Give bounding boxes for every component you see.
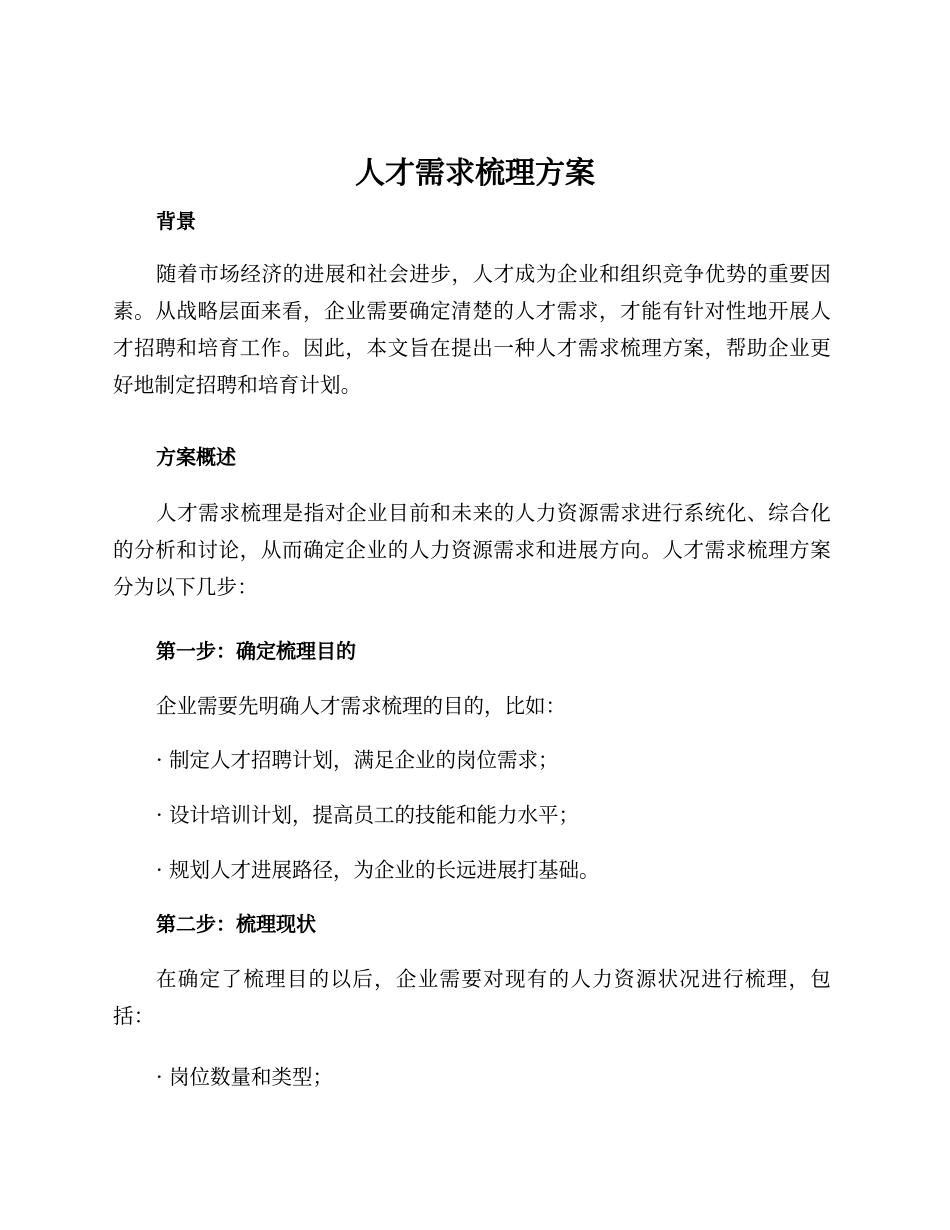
section-heading-step2: 第二步：梳理现状 — [156, 912, 316, 936]
section-heading-overview: 方案概述 — [156, 445, 236, 469]
document-title: 人才需求梳理方案 — [355, 156, 595, 191]
list-item: · 岗位数量和类型； — [156, 1065, 334, 1089]
list-item: · 设计培训计划，提高员工的技能和能力水平； — [156, 803, 580, 827]
paragraph-step2: 在确定了梳理目的以后，企业需要对现有的人力资源状况进行梳理，包括： — [113, 967, 831, 1028]
list-item: · 制定人才招聘计划，满足企业的岗位需求； — [156, 748, 559, 772]
section-heading-step1: 第一步：确定梳理目的 — [156, 639, 356, 663]
step1-intro-text: 企业需要先明确人才需求梳理的目的，比如： — [156, 694, 566, 718]
paragraph-background: 随着市场经济的进展和社会进步，人才成为企业和组织竞争优势的重要因素。从战略层面来看，企业需要确定清楚的人才需求，才能有针对性地开展人才招聘和培育工作。因此，本文旨在提出一种人才需求梳理方案，帮助企业更好地制定招聘和培育计划。 — [113, 262, 831, 397]
section-heading-background: 背景 — [156, 209, 196, 233]
paragraph-overview: 人才需求梳理是指对企业目前和未来的人力资源需求进行系统化、综合化的分析和讨论，从而确定企业的人力资源需求和进展方向。人才需求梳理方案分为以下几步： — [113, 501, 831, 599]
list-item: · 规划人才进展路径，为企业的长远进展打基础。 — [156, 858, 600, 882]
